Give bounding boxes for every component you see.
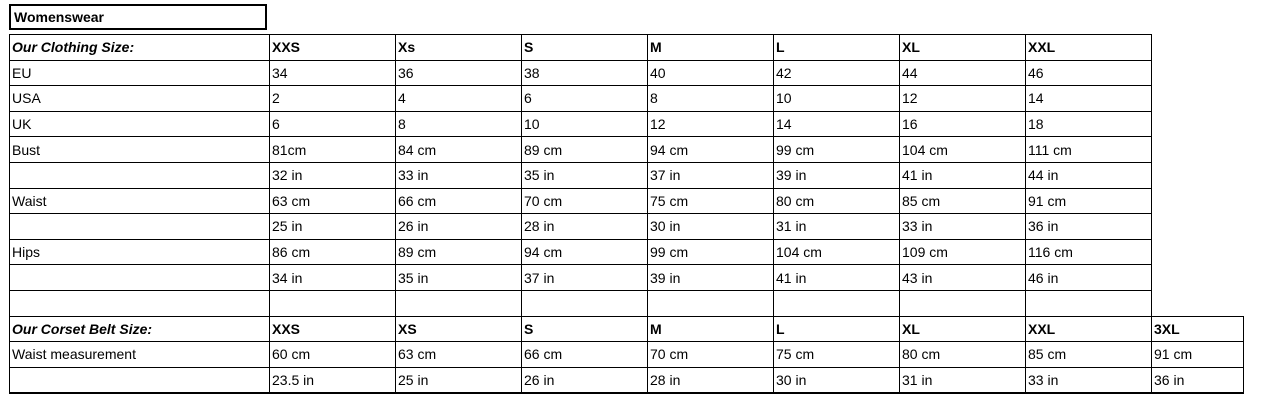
size-cell: 41 in: [900, 162, 1026, 188]
corset-row: [10, 342, 1244, 368]
size-cell: 63 cm: [396, 342, 522, 368]
empty-cell: [1152, 265, 1244, 291]
size-cell: 70 cm: [522, 188, 648, 214]
size-cell: 34 in: [270, 265, 396, 291]
size-cell: 33 in: [900, 214, 1026, 240]
size-cell: L: [774, 35, 900, 61]
size-cell: 70 cm: [648, 342, 774, 368]
empty-cell: [1152, 290, 1244, 316]
size-cell: 39 in: [648, 265, 774, 291]
empty-cell: [1152, 137, 1244, 163]
size-cell: 43 in: [900, 265, 1026, 291]
clothing-row: [10, 137, 1244, 163]
size-cell: 12: [648, 111, 774, 137]
size-cell: 18: [1026, 111, 1152, 137]
size-cell: 35 in: [522, 162, 648, 188]
clothing-header-row: [10, 35, 1244, 61]
empty-cell: [1152, 239, 1244, 265]
size-cell: 36 in: [1026, 214, 1152, 240]
size-cell: M: [648, 35, 774, 61]
size-cell: 6: [522, 86, 648, 112]
size-cell: 3XL: [1152, 316, 1244, 342]
size-cell: [774, 290, 900, 316]
size-cell: [270, 290, 396, 316]
size-cell: [522, 290, 648, 316]
size-cell: 80 cm: [900, 342, 1026, 368]
size-cell: 33 in: [396, 162, 522, 188]
size-cell: 94 cm: [648, 137, 774, 163]
size-cell: 35 in: [396, 265, 522, 291]
size-cell: 44: [900, 60, 1026, 86]
size-cell: 32 in: [270, 162, 396, 188]
size-cell: XXL: [1026, 35, 1152, 61]
size-cell: 104 cm: [774, 239, 900, 265]
size-cell: L: [774, 316, 900, 342]
empty-cell: [1152, 60, 1244, 86]
size-cell: 26 in: [396, 214, 522, 240]
size-cell: 14: [774, 111, 900, 137]
size-cell: XS: [396, 316, 522, 342]
size-cell: [900, 290, 1026, 316]
size-cell: 36: [396, 60, 522, 86]
clothing-row: [10, 111, 1244, 137]
row-label: Hips: [10, 239, 270, 265]
clothing-row: [10, 239, 1244, 265]
size-cell: 16: [900, 111, 1026, 137]
row-label: UK: [10, 111, 270, 137]
size-cell: 116 cm: [1026, 239, 1152, 265]
size-cell: M: [648, 316, 774, 342]
size-cell: 2: [270, 86, 396, 112]
clothing-row: [10, 162, 1244, 188]
row-label: Waist measurement: [10, 342, 270, 368]
size-cell: 37 in: [522, 265, 648, 291]
size-cell: [648, 290, 774, 316]
size-cell: 28 in: [648, 367, 774, 393]
size-cell: 60 cm: [270, 342, 396, 368]
clothing-row: [10, 214, 1244, 240]
size-cell: 12: [900, 86, 1026, 112]
size-cell: 26 in: [522, 367, 648, 393]
size-cell: 8: [648, 86, 774, 112]
size-cell: 6: [270, 111, 396, 137]
size-cell: 63 cm: [270, 188, 396, 214]
size-cell: 91 cm: [1152, 342, 1244, 368]
size-cell: 85 cm: [900, 188, 1026, 214]
size-cell: S: [522, 35, 648, 61]
size-cell: 104 cm: [900, 137, 1026, 163]
size-cell: 38: [522, 60, 648, 86]
empty-cell: [1152, 162, 1244, 188]
size-cell: XXL: [1026, 316, 1152, 342]
table-title: Womenswear: [9, 4, 267, 30]
row-label: [10, 162, 270, 188]
size-cell: XL: [900, 316, 1026, 342]
size-cell: 42: [774, 60, 900, 86]
clothing-row: [10, 265, 1244, 291]
empty-cell: [1152, 188, 1244, 214]
size-cell: 66 cm: [522, 342, 648, 368]
row-label: Waist: [10, 188, 270, 214]
size-cell: 14: [1026, 86, 1152, 112]
row-label: Bust: [10, 137, 270, 163]
size-cell: 109 cm: [900, 239, 1026, 265]
corset-row: [10, 367, 1244, 393]
size-cell: 84 cm: [396, 137, 522, 163]
size-cell: 46 in: [1026, 265, 1152, 291]
size-cell: 89 cm: [396, 239, 522, 265]
row-label: EU: [10, 60, 270, 86]
clothing-row: [10, 290, 1244, 316]
size-cell: 28 in: [522, 214, 648, 240]
size-cell: 80 cm: [774, 188, 900, 214]
empty-cell: [1152, 111, 1244, 137]
size-cell: 75 cm: [774, 342, 900, 368]
size-cell: 37 in: [648, 162, 774, 188]
size-cell: 99 cm: [774, 137, 900, 163]
size-cell: 8: [396, 111, 522, 137]
size-chart-table: [9, 34, 1244, 394]
row-label: Our Clothing Size:: [10, 35, 270, 61]
size-cell: 89 cm: [522, 137, 648, 163]
size-cell: 44 in: [1026, 162, 1152, 188]
size-cell: 25 in: [270, 214, 396, 240]
clothing-row: [10, 60, 1244, 86]
size-cell: 94 cm: [522, 239, 648, 265]
row-label: [10, 214, 270, 240]
size-cell: XL: [900, 35, 1026, 61]
size-cell: 31 in: [900, 367, 1026, 393]
size-cell: 10: [522, 111, 648, 137]
size-cell: 34: [270, 60, 396, 86]
size-cell: 111 cm: [1026, 137, 1152, 163]
size-cell: XXS: [270, 35, 396, 61]
clothing-row: [10, 86, 1244, 112]
size-cell: 40: [648, 60, 774, 86]
size-cell: 30 in: [774, 367, 900, 393]
size-cell: 85 cm: [1026, 342, 1152, 368]
size-cell: 39 in: [774, 162, 900, 188]
size-cell: S: [522, 316, 648, 342]
clothing-row: [10, 188, 1244, 214]
empty-cell: [1152, 214, 1244, 240]
size-cell: 10: [774, 86, 900, 112]
row-label: [10, 265, 270, 291]
size-cell: 30 in: [648, 214, 774, 240]
size-cell: 33 in: [1026, 367, 1152, 393]
corset-header-row: [10, 316, 1244, 342]
size-cell: 66 cm: [396, 188, 522, 214]
size-cell: [1026, 290, 1152, 316]
size-cell: 75 cm: [648, 188, 774, 214]
size-cell: Xs: [396, 35, 522, 61]
empty-cell: [1152, 86, 1244, 112]
size-cell: 41 in: [774, 265, 900, 291]
row-label: [10, 290, 270, 316]
empty-cell: [1152, 35, 1244, 61]
size-cell: 91 cm: [1026, 188, 1152, 214]
size-cell: 86 cm: [270, 239, 396, 265]
size-cell: XXS: [270, 316, 396, 342]
size-cell: 23.5 in: [270, 367, 396, 393]
size-cell: 31 in: [774, 214, 900, 240]
size-cell: 36 in: [1152, 367, 1244, 393]
row-label: Our Corset Belt Size:: [10, 316, 270, 342]
size-cell: 46: [1026, 60, 1152, 86]
size-cell: 81cm: [270, 137, 396, 163]
size-cell: 4: [396, 86, 522, 112]
row-label: [10, 367, 270, 393]
size-cell: 99 cm: [648, 239, 774, 265]
row-label: USA: [10, 86, 270, 112]
size-cell: 25 in: [396, 367, 522, 393]
size-cell: [396, 290, 522, 316]
